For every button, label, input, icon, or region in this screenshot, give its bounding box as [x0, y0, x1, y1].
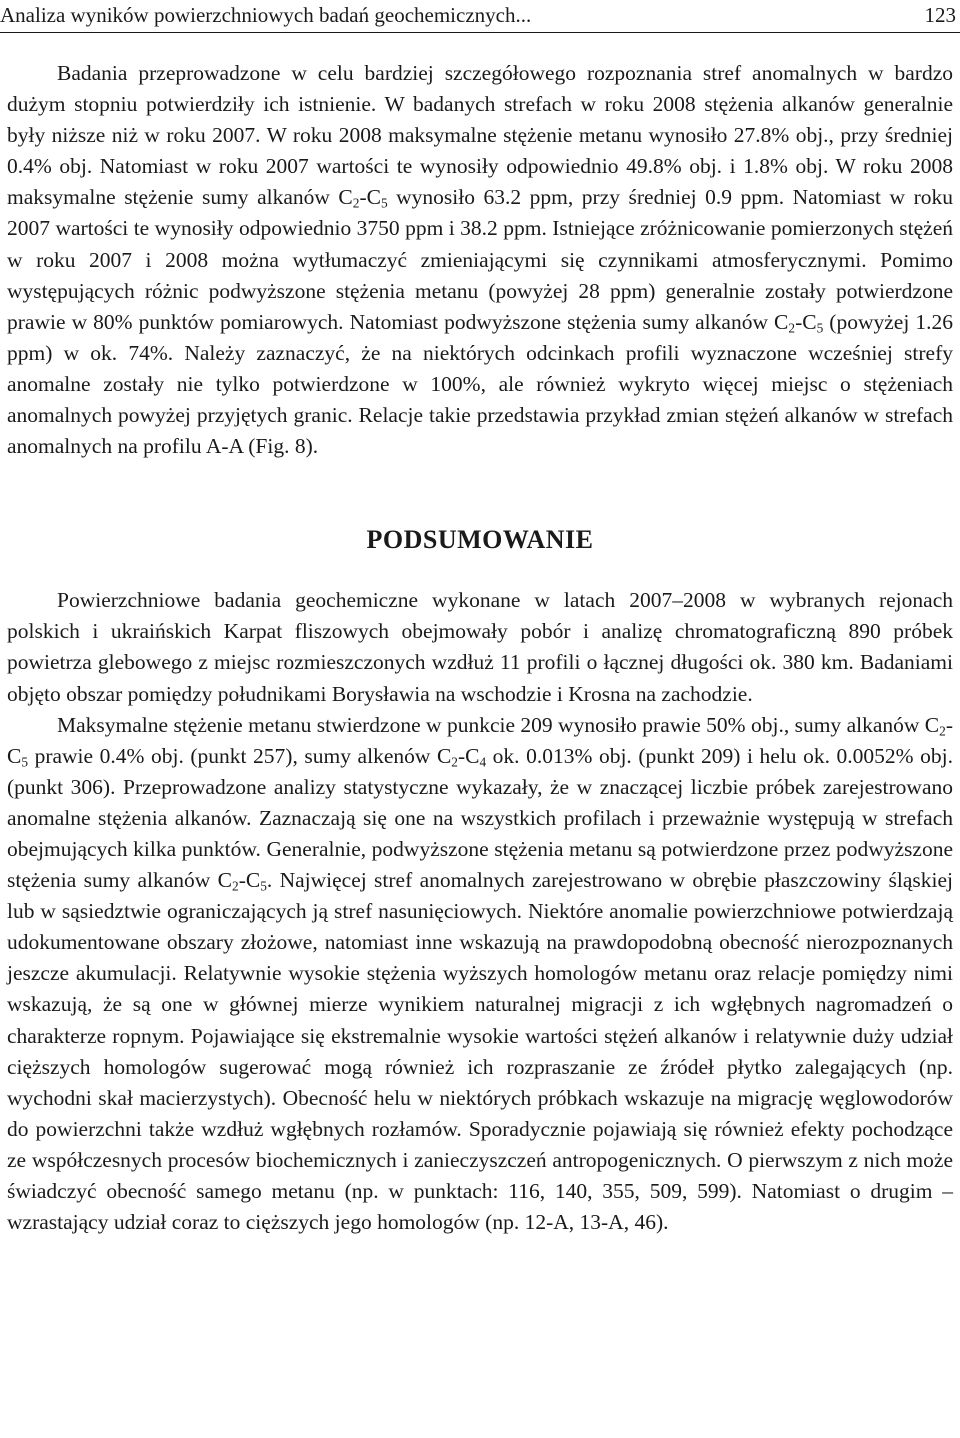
subscript: 5: [21, 754, 29, 770]
subscript: 2: [352, 195, 360, 211]
text-segment: -C: [795, 309, 817, 334]
text-segment: -C: [238, 868, 261, 893]
text-segment: wynosiło 63.2 ppm, przy średniej 0.9 ppm. Natomiast w roku 2007 wartości te wynosiły odpowiednio 3750 ppm i 38.2 ppm. Istniejące zróżnicowanie pomierzonych stężeń w roku 2007 i 2008 można wytłumaczyć zmieniającymi się czynnikami atmosferycznymi. Pomimo występujących różnic podwyższone stężenia metanu (powyżej 28 ppm) generalnie zostały potwierdzone prawie w 80% punktów pomiarowych. Natomiast podwyższone stężenia sumy alkanów C: [7, 185, 954, 334]
text-segment: (powyżej 1.26 ppm) w ok. 74%. Należy zaznaczyć, że na niektórych odcinkach profili wyznaczone wcześniej strefy anomalne zostały nie tylko potwierdzone w 100%, ale również wykryto więcej miejsc o stężeniach anomalnych powyżej przyjętych granic. Relacje takie przedstawia przykład zmian stężeń alkanów w strefach anomalnych na profilu A-A (Fig. 8).: [7, 309, 953, 459]
text-segment: -C: [359, 185, 381, 210]
subscript: 5: [816, 320, 824, 336]
running-title: Analiza wyników powierzchniowych badań geochemicznych...: [0, 3, 532, 27]
subscript: 2: [232, 878, 239, 894]
page-header: [0, 0, 960, 33]
body-text: [7, 58, 953, 1238]
subscript: 5: [380, 195, 388, 211]
section-heading: PODSUMOWANIE: [366, 525, 594, 555]
subscript: 2: [788, 320, 796, 336]
subscript: 2: [939, 722, 946, 738]
text-segment: Badania przeprowadzone w celu bardziej szczegółowego rozpoznania stref anomalnych w bardzo dużym stopniu potwierdziły ich istnienie. W badanych strefach w roku 2008 stężenia alkanów generalnie były niższe niż w roku 2007. W roku 2008 maksymalne stężenie metanu wynosiło 27.8% obj., przy średniej 0.4% obj. Natomiast w roku 2007 wartości te wynosiły odpowiednio 49.8% obj. i 1.8% obj. W roku 2008 maksymalne stężenie sumy alkanów C: [7, 61, 953, 210]
text-segment: Maksymalne stężenie metanu stwierdzone w punkcie 209 wynosiło prawie 50% obj., sumy alkanów C: [57, 712, 940, 737]
subscript: 2: [451, 754, 458, 770]
subscript: 4: [479, 754, 487, 770]
text-segment: -C: [7, 712, 953, 768]
page-number: 123: [924, 3, 956, 27]
text-segment: -C: [457, 743, 480, 768]
text-segment: prawie 0.4% obj. (punkt 257), sumy alkenów C: [28, 743, 452, 768]
paragraph-summary-1: Powierzchniowe badania geochemiczne wykonane w latach 2007–2008 w wybranych rejonach polskich i ukraińskich Karpat fliszowych obejmowały pobór i analizę chromatograficzną 890 próbek powietrza glebowego z miejsc rozmieszczonych wzdłuż 11 profili o łącznej długości ok. 380 km. Badaniami objęto obszar pomiędzy południkami Borysławia na wschodzie i Krosna na zachodzie.: [7, 588, 953, 706]
subscript: 5: [260, 878, 267, 894]
text-segment: . Najwięcej stref anomalnych zarejestrowano w obrębie płaszczowiny śląskiej lub w sąsiedztwie ograniczających ją stref nasunięciowych. Niektóre anomalie powierzchniowe potwierdzają udokumentowane obszary złożowe, natomiast inne wskazują na prawdopodobną obecność nierozpoznanych jeszcze akumulacji. Relatywnie wysokie stężenia wyższych homologów metanu oraz relacje pomiędzy nimi wskazują, że są one w głównej mierze wynikiem naturalnej migracji z ich wgłębnych nagromadzeń o charakterze ropnym. Pojawiające się ekstremalnie wysokie wartości stężeń alkanów i relatywnie duży udział cięższych homologów sugerować mogą również ich rozpraszanie ze źródeł płytko zalegających (np. wychodni skał macierzystych). Obecność helu w niektórych próbkach wskazuje na migrację węglowodorów do powierzchni także wzdłuż wgłębnych rozłamów. Sporadycznie pojawiają się również efekty pochodzące ze współczesnych procesów biochemicznych i zanieczyszczeń antropogenicznych. O pierwszym z nich może świadczyć obecność samego metanu (np. w punktach: 116, 140, 355, 509, 599). Natomiast o drugim – wzrastający udział coraz to cięższych jego homologów (np. 12-A, 13-A, 46).: [7, 868, 953, 1235]
text-segment: ok. 0.013% obj. (punkt 209) i helu ok. 0.0052% obj. (punkt 306). Przeprowadzone analizy statystyczne wykazały, że w znaczącej liczbie próbek zarejestrowano anomalne stężenia alkanów. Zaznaczają się one na wszystkich profilach i przeważnie występują w strefach obejmujących kilka punktów. Generalnie, podwyższone stężenia metanu są potwierdzone przez podwyższone stężenia sumy alkanów C: [7, 743, 953, 893]
paragraph-summary-2: [7, 710, 953, 1239]
paragraph-results: [7, 58, 953, 462]
